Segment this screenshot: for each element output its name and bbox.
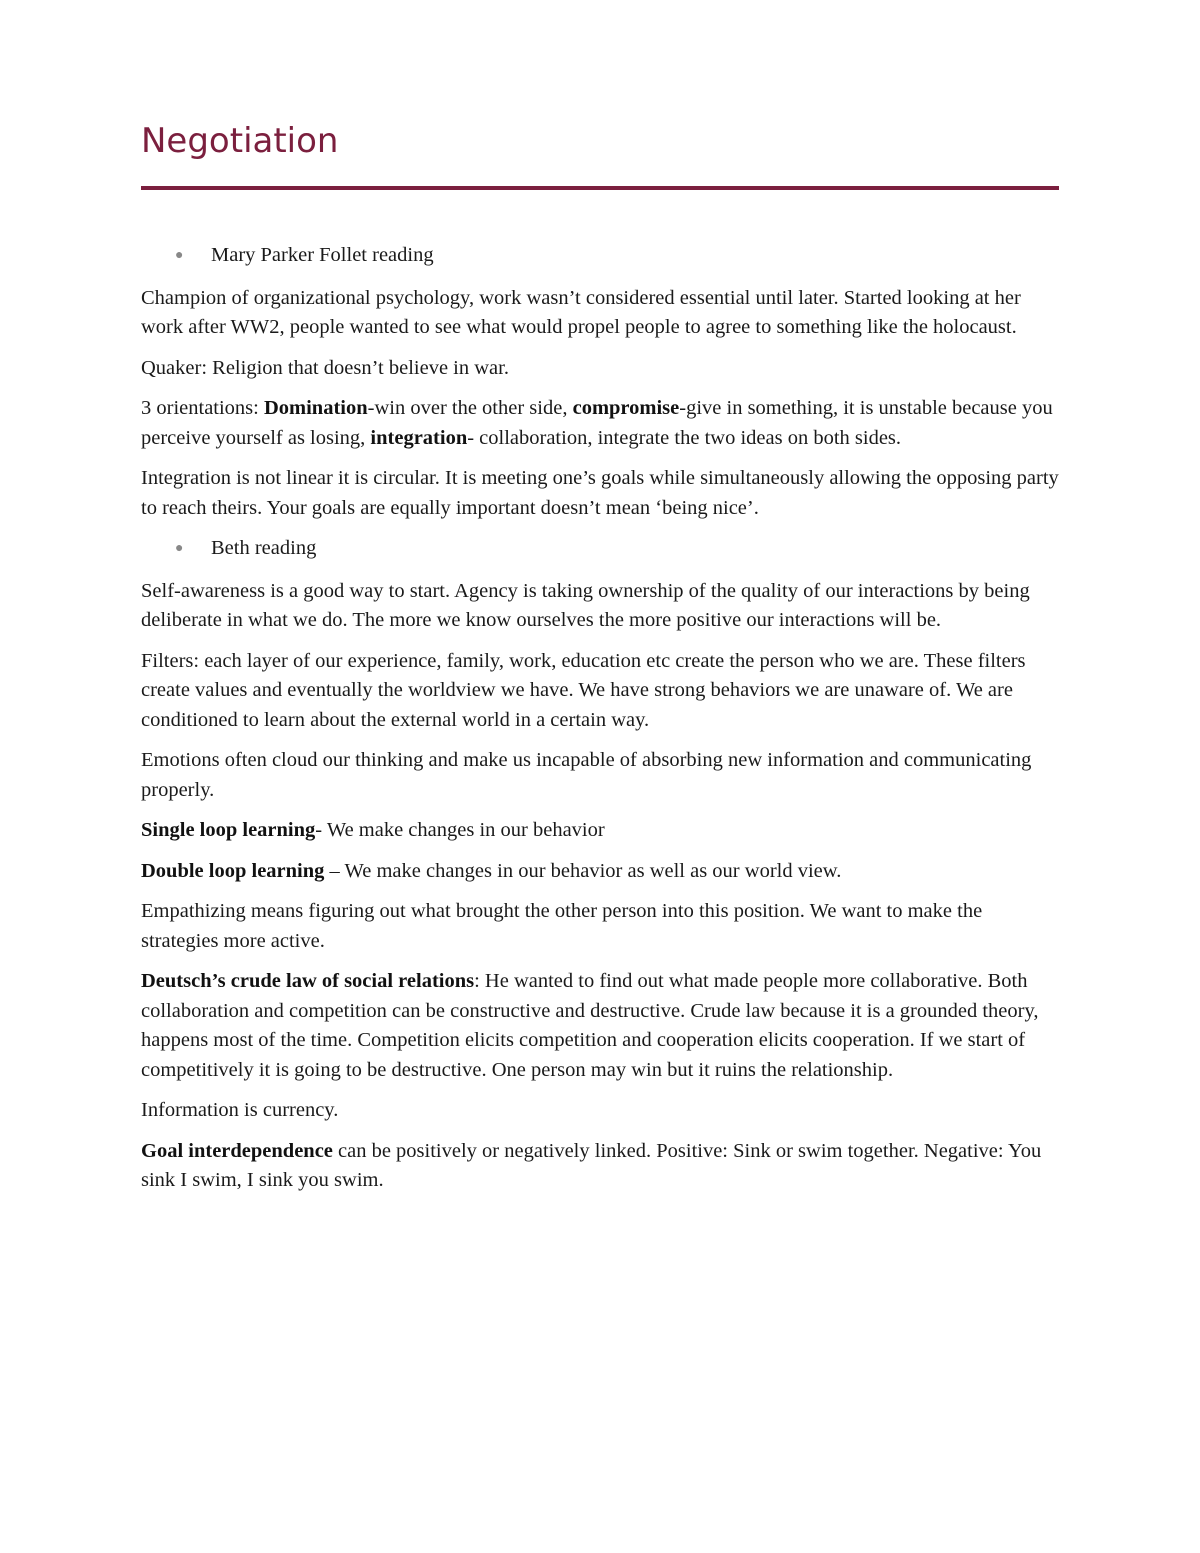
bullet-dot-icon: ● — [175, 248, 184, 263]
bold-term: Double loop learning — [141, 859, 325, 882]
paragraph — [141, 857, 1059, 887]
text-run: - collaboration, integrate the two ideas on both sides. — [467, 426, 902, 449]
paragraph: Emotions often cloud our thinking and make us incapable of absorbing new information and communicating properly. — [141, 749, 1032, 801]
bold-term: compromise — [572, 397, 680, 419]
paragraph — [141, 967, 1059, 1085]
paragraph: Champion of organizational psychology, work wasn’t considered essential until later. Started looking at her work after WW2, people wanted to see what would propel people to agree to something like the holocaust. — [141, 286, 1021, 338]
text-run: -give in something, it is unstable because you perceive yourself as losing, — [141, 397, 1053, 449]
paragraph: Empathizing means figuring out what brought the other person into this position. We want to make the strategies more active. — [141, 900, 983, 952]
title-underline — [141, 186, 1059, 190]
paragraph: Filters: each layer of our experience, family, work, education etc create the person who we are. These filters create values and eventually the worldview we have. We have strong behaviors we are unaware of. We are conditioned to learn about the external world in a certain way. — [141, 649, 1026, 731]
bullet-dot-icon: ● — [175, 541, 184, 556]
text-run: - We make changes in our behavior — [315, 819, 605, 841]
paragraph: Quaker: Religion that doesn’t believe in war. — [141, 356, 509, 379]
bold-term: integration — [370, 426, 468, 449]
bold-term: Domination — [263, 397, 368, 419]
text-run: : He wanted to find out what made people more collaborative. Both collaboration and competition can be constructive and destructive. Crude law because it is a grounded theory, happens most of the time. Competition elicits competition and cooperation elicits cooperation. If we start of competitively it is going to be destructive. One person may win but it ruins the relationship. — [141, 970, 1039, 1081]
bold-term: Deutsch’s crude law of social relations — [141, 970, 475, 992]
text-run: – We make changes in our behavior as well as our world view. — [324, 859, 842, 882]
paragraph: Self-awareness is a good way to start. Agency is taking ownership of the quality of our interactions by being deliberate in what we do. The more we know ourselves the more positive our interactions will be. — [141, 579, 1030, 631]
list-item-text: Beth reading — [211, 537, 317, 559]
paragraph: Integration is not linear it is circular. It is meeting one’s goals while simultaneously allowing the opposing party to reach theirs. Your goals are equally important doesn’t mean ‘being nice’. — [141, 467, 1059, 519]
paragraph — [141, 394, 1059, 453]
list-item — [141, 241, 1059, 273]
bold-term: Single loop learning — [141, 819, 316, 841]
text-run: 3 orientations: — [141, 397, 264, 419]
text-run: can be positively or negatively linked. Positive: Sink or swim together. Negative: You sink I swim, I sink you swim. — [141, 1139, 1042, 1191]
paragraph — [141, 816, 1059, 846]
paragraph — [141, 1137, 1059, 1196]
list-item — [141, 534, 1059, 566]
bold-term: Goal interdependence — [141, 1139, 333, 1162]
list-item-text: Mary Parker Follet reading — [211, 244, 434, 266]
paragraph: Information is currency. — [141, 1099, 339, 1121]
page-title: Negotiation — [141, 121, 339, 161]
document-body — [141, 241, 1059, 1207]
text-run: -win over the other side, — [367, 397, 573, 419]
